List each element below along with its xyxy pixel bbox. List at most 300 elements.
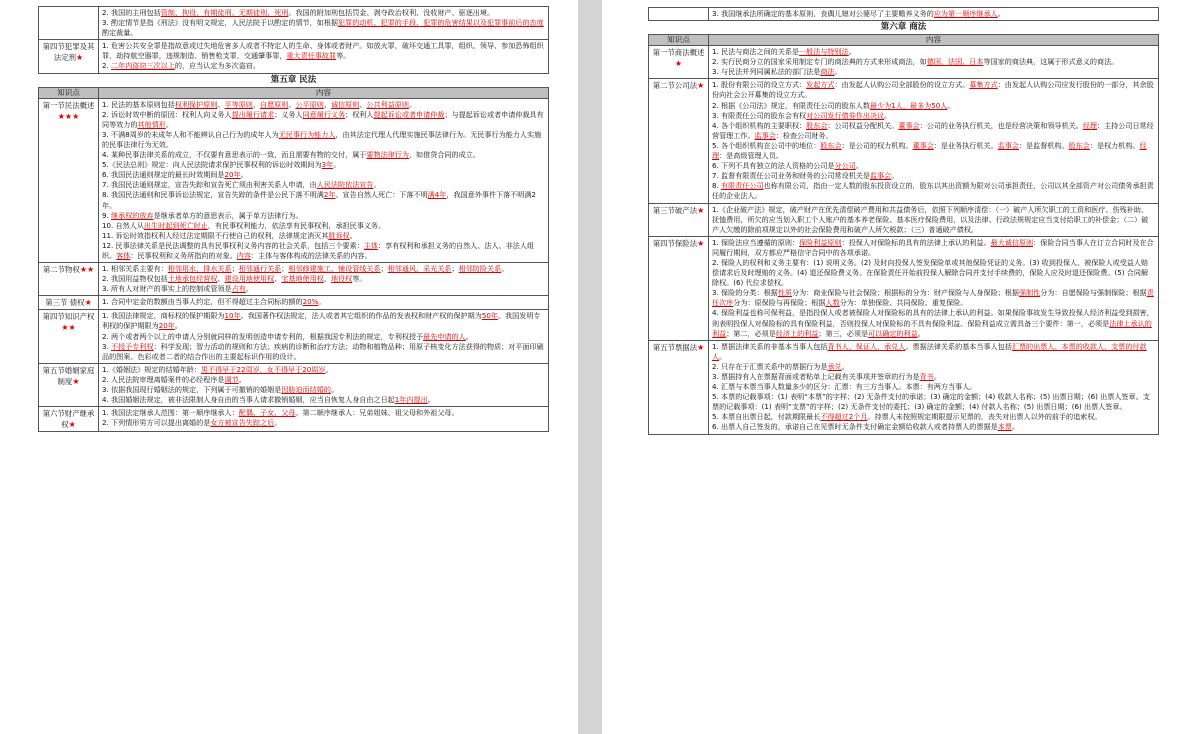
content-text: 。持票人未按照规定期限提示见票的，丧失对出票人以外的前手的追索权。	[867, 412, 1102, 422]
content-text: 5. 各个组织机构在公司中的地位：	[712, 140, 821, 150]
content-line	[712, 238, 1155, 258]
knowledge-row	[649, 236, 1159, 340]
right-tbody	[649, 8, 1159, 435]
content-line	[712, 171, 1155, 181]
content-text: 等。	[336, 51, 351, 61]
content-text: 3. 不满8周岁的未成年人和不能辨认自己行为的成年人为	[102, 129, 279, 139]
key-answer: 犯罪的动机、犯罪的手段、犯罪的危害结果以及犯罪事前后的态度	[338, 18, 544, 28]
section-name: 第一节商法概述	[652, 48, 705, 58]
content-text: ：享有权利和承担义务的自然人、法人、非法人组织。	[102, 240, 535, 260]
content-text: 。	[318, 297, 326, 307]
key-answer: 德国、法国、日本	[926, 57, 984, 67]
key-answer: 背书人、保证人、承兑人	[827, 341, 906, 351]
knowledge-row	[39, 296, 549, 310]
content-line	[102, 365, 545, 375]
content-text: 1. 保险法应当遵循的原则：	[712, 237, 800, 247]
chapter-title-row	[39, 73, 549, 87]
content-text: 。	[245, 284, 253, 294]
content-text: 是继承者单方的意思表示，属于单方法律行为。	[153, 210, 303, 220]
content-line	[102, 274, 545, 284]
key-answer: 自愿原则	[260, 99, 289, 109]
content-text: 分为：原保险与再保险；根据	[733, 298, 826, 308]
content-text: 。宣告自然人死亡：下落不明	[335, 190, 428, 200]
content-text: 3. 与民法并列同属私法的部门法是	[712, 67, 821, 77]
knowledge-row	[39, 40, 549, 73]
key-answer: 最少为1人，最多为50人	[870, 100, 948, 110]
key-answer: 分公司	[834, 161, 856, 171]
content-line	[102, 41, 545, 61]
content-text: ，如借贷合同的成立。	[408, 150, 480, 160]
key-answer: 经济上的利益	[775, 328, 819, 338]
section-name: 第五节票据法	[652, 342, 698, 352]
key-answer: 地役权	[330, 274, 353, 284]
content-cell	[709, 340, 1159, 434]
content-text: 。	[884, 110, 892, 120]
content-text: 。	[373, 180, 381, 190]
key-answer: 募集方式	[969, 80, 998, 90]
content-text: 的，应当认定为多次盗窃。	[174, 61, 260, 71]
content-text: 3.	[102, 341, 112, 351]
content-text: 。	[349, 230, 357, 240]
section-cell	[39, 310, 99, 363]
content-line	[712, 205, 1155, 235]
left-tbody	[39, 7, 549, 432]
content-text: 2. 两个或者两个以上的申请人分别就同样的发明创造申请专利的，根据我国专利法的规定，专利权授予	[102, 331, 424, 341]
key-answer: 宅基地使用权	[281, 274, 324, 284]
content-line	[712, 121, 1155, 141]
knowledge-row	[39, 407, 549, 432]
content-text: 等。	[352, 274, 367, 284]
table-header-row	[39, 87, 549, 98]
key-answer: 发起方式	[806, 80, 835, 90]
section-cell	[39, 407, 99, 432]
content-line	[102, 297, 545, 307]
content-text: 、	[323, 274, 331, 284]
key-answer: 权利保护原则	[174, 99, 218, 109]
key-answer: 管制、拘役、有期徒刑、无期徒刑、死刑	[160, 8, 289, 17]
content-line	[102, 180, 545, 190]
importance-stars: ★	[697, 238, 705, 248]
key-answer: 可以确定的利益	[868, 328, 918, 338]
importance-stars: ★	[674, 59, 683, 69]
content-cell	[709, 203, 1159, 236]
content-text: 。	[855, 161, 863, 171]
content-line	[102, 284, 545, 294]
importance-stars: ★★	[79, 265, 95, 275]
content-text: 。	[891, 171, 899, 181]
law-table-left	[38, 6, 549, 432]
content-text: 。	[848, 47, 856, 57]
content-text: 2. 实行民商分立的国家采用制定专门的商法典的方式来形成商法，如	[712, 57, 927, 67]
knowledge-row	[649, 8, 1159, 21]
content-line	[102, 241, 545, 261]
content-line	[712, 362, 1155, 372]
key-answer: 应为第一顺序继承人	[933, 9, 998, 18]
chapter-title: 第六章 商法	[649, 21, 1159, 35]
content-text: 4. 保险利益也称可保利益，是指投保人或者被保险人对保险标的具有的法律上承认的利益。如果保险事故发生导致投保人经济利益受到损害，则表明投保人对保险标的具有保险利益，否则投保人对保险标的不具有保险利益。保险利益成立需具备三个要件：第一，必须是	[712, 308, 1154, 328]
content-text: ；	[231, 264, 239, 274]
key-answer: 因胁迫而结婚的	[281, 385, 331, 394]
content-text: 12. 民事法律关系是民法调整的具有民事权利义务内容的社会关系，包括三个要素：	[102, 240, 364, 250]
content-text: 1.《婚姻法》规定的结婚年龄：	[102, 364, 201, 374]
key-answer: 平等原则	[224, 99, 253, 109]
content-text: 1. 我国法律规定，商标权的保护期限为	[102, 311, 225, 321]
key-answer: 一般法与特别法	[799, 47, 849, 57]
content-text: 。	[947, 100, 955, 110]
content-line	[102, 332, 545, 342]
key-answer: 相邻通行关系	[238, 264, 282, 274]
importance-stars: ★	[76, 53, 84, 63]
key-answer: 经理	[1082, 120, 1097, 130]
key-answer: 占有	[231, 284, 246, 294]
content-text: 6. 下列不具有独立的法人资格的公司是	[712, 161, 835, 171]
content-text: ：主体与客体构成的法律关系的内容。	[250, 250, 372, 260]
content-line	[102, 395, 545, 405]
content-text: 3. 酌定情节是指《刑法》没有明文规定，人民法院于以酌定的情节，如根据	[102, 18, 339, 28]
content-text: 1. 股份有限公司的设立方式：	[712, 80, 807, 90]
content-text: 3. 有限责任公司的股东会有权	[712, 110, 807, 120]
content-text: 等国家的商法典，这属于形式意义的商法。	[983, 57, 1119, 67]
content-line	[102, 110, 545, 130]
key-answer: 建设用地使用权	[224, 274, 275, 284]
content-line	[712, 308, 1155, 338]
content-line	[712, 57, 1155, 67]
key-answer: 满4年	[427, 190, 447, 200]
knowledge-row	[649, 340, 1159, 434]
content-cell	[99, 40, 549, 73]
section-cell	[649, 340, 709, 434]
content-text: 、	[359, 99, 367, 109]
content-cell	[99, 363, 549, 406]
content-text: 分为：自愿保险与强制保险；根据	[1040, 288, 1147, 298]
content-text: 4. 某种民事法律关系的成立，不仅要有意思表示的一致，而且需要有物的交付，属于	[102, 150, 367, 160]
key-answer: 有限责任公司	[721, 181, 764, 191]
key-answer: 对公司发行债券作出决议	[806, 110, 885, 120]
knowledge-row	[39, 310, 549, 363]
content-text: 。我国著作权法规定，法人或者其它组织的作品的发表权和财产权的保护期为	[240, 311, 482, 321]
knowledge-row	[649, 46, 1159, 79]
content-line	[712, 382, 1155, 392]
key-answer: 汇票的出票人、本票的收款人、支票的付款人	[712, 341, 1147, 361]
content-line	[102, 8, 545, 18]
content-line	[102, 264, 545, 274]
content-text: ：是高级管理人员。	[719, 151, 783, 161]
key-answer: 2年	[323, 190, 336, 200]
key-answer: 20年	[224, 170, 241, 180]
content-text: 。	[174, 321, 182, 331]
section-name: 第二节公司法	[652, 81, 698, 91]
chapter-title: 第五章 民法	[39, 73, 549, 87]
section-cell	[649, 8, 709, 21]
key-answer: 股东会	[1068, 140, 1090, 150]
content-text: 、	[217, 99, 225, 109]
key-answer: 提出履行请求	[231, 109, 275, 119]
importance-stars: ★★	[61, 323, 76, 333]
content-line	[712, 141, 1155, 161]
content-text: 4. 汇票与本票当事人数量多少的区分：汇票：有三方当事人。本票：有两方当事人。	[712, 382, 977, 392]
key-answer: 10年	[224, 311, 241, 321]
content-text: 1.《企业破产法》规定，破产财产在优先清偿破产费用和共益债务后，依照下列顺序清偿：（一）破产人所欠职工的工资和医疗、伤残补助、抚恤费用，所欠的应当划入职工个人账户的基本养老保险、基本医疗保险费用，以及法律、行政法规规定应当支付给职工的补偿金；（二）破产人欠缴的除前项规定以外的社会保险费用和破产人所欠税款；（三）普通破产债权。	[712, 204, 1149, 234]
content-text: ；	[281, 264, 289, 274]
key-answer: 股东会	[820, 140, 842, 150]
key-answer: 商法	[820, 67, 835, 77]
content-text: 2. 人民法院审理离婚案件的必经程序是	[102, 374, 225, 384]
content-text: 10. 自然人从	[102, 220, 144, 230]
key-answer: 20%	[302, 297, 319, 307]
content-cell	[99, 407, 549, 432]
content-text: 酌定裁量。	[102, 28, 138, 38]
content-text: 。	[1011, 422, 1019, 432]
key-answer: 同意履行义务	[302, 109, 346, 119]
content-text: 。我国的附加刑包括罚金、剥夺政治权利、没收财产、驱逐出境。	[288, 8, 495, 17]
content-cell	[99, 98, 549, 263]
key-answer: 调节	[224, 374, 239, 384]
key-answer: 3年	[321, 160, 334, 170]
content-line	[712, 47, 1155, 57]
content-text: ：民事权利和义务所指向的对象。	[130, 250, 237, 260]
key-answer: 主体	[363, 240, 379, 250]
content-text: 、	[274, 274, 282, 284]
section-name: 第三节 债权	[45, 298, 85, 308]
content-text: 、	[323, 99, 331, 109]
content-text: 1. 我国法定继承人范围：第一顺序继承人：	[102, 408, 239, 418]
content-text: 也称有限公司，指由一定人数的股东投资设立的，股东以其出资额为限对公司承担责任，公司以其全部资产对公司债务承担责任的企业法人。	[712, 181, 1154, 201]
content-line	[102, 342, 545, 362]
content-line	[102, 100, 545, 110]
key-answer: 背书	[919, 372, 934, 381]
key-answer: 公平原则	[295, 99, 324, 109]
content-text: 。	[997, 9, 1005, 18]
content-text: 3. 保险的分类：根据	[712, 288, 778, 298]
content-line	[102, 190, 545, 210]
key-answer: 相邻修建施工、铺设管线关系	[288, 264, 381, 274]
section-cell	[649, 203, 709, 236]
content-text: ：公司权益分配机关。	[827, 120, 899, 130]
content-line	[712, 422, 1155, 432]
knowledge-row	[39, 98, 549, 263]
importance-stars: ★	[84, 298, 92, 308]
section-cell	[649, 79, 709, 203]
key-answer: 最大诚信原则	[990, 237, 1034, 247]
key-answer: 女方被宣告失踪之后	[210, 418, 275, 428]
section-name: 第五节婚姻家庭制度	[42, 365, 95, 386]
content-text: 。第二顺序继承人：兄弟姐妹、祖父母和外祖父母。	[295, 408, 459, 418]
key-answer: 不得超过2个月	[820, 412, 868, 422]
key-answer: 其他情形	[137, 119, 166, 129]
content-line	[712, 342, 1155, 362]
content-text: 6. 我国民法通则规定的最长时效期间是	[102, 170, 225, 180]
section-name: 第四节犯罪及其法定刑	[42, 42, 95, 63]
content-line	[102, 231, 545, 241]
key-answer: 相邻用水、排水关系	[167, 264, 232, 274]
content-line	[102, 385, 545, 395]
document-page-right	[602, 0, 1180, 734]
section-name: 第一节民法概述	[42, 100, 95, 110]
document-page-left	[0, 0, 578, 734]
key-answer: 本票	[997, 422, 1012, 432]
content-text: ：投保人对保险标的具有的法律上承认的利益。	[841, 237, 991, 247]
section-cell	[649, 236, 709, 340]
content-text: 。	[274, 418, 282, 428]
section-cell	[39, 40, 99, 73]
importance-stars: ★	[697, 205, 705, 215]
content-line	[712, 258, 1155, 288]
key-answer: 提起诉讼或者申请仲裁	[373, 109, 445, 119]
content-text: 11. 诉讼时效指权利人经过法定期限不行使自己的权利，法律规定消灭其	[102, 230, 329, 240]
content-text: ；第三，必须是	[818, 328, 869, 338]
content-text: 3. 票据持有人在票据背面或者粘单上记载有关事项并签章的行为是	[712, 372, 920, 381]
key-answer: 经理	[712, 140, 1147, 161]
content-text: 、	[217, 274, 225, 284]
key-answer: 监事会	[997, 140, 1019, 150]
importance-stars: ★	[68, 420, 76, 430]
content-text: 1. 票据法律关系的非基本当事人包括	[712, 341, 828, 351]
content-line	[712, 111, 1155, 121]
section-cell	[649, 46, 709, 79]
content-line	[102, 375, 545, 385]
content-text: 1. 相邻关系主要有：	[102, 264, 168, 274]
content-text: ；第二，必须是	[726, 328, 776, 338]
content-text: 4. 我国婚姻法规定，被非法限制人身自由的当事人请求撤销婚姻，应当自恢复人身自由之日起	[102, 395, 395, 405]
section-name: 第四节知识产权	[42, 312, 95, 322]
content-line	[102, 130, 545, 150]
importance-stars: ★	[72, 376, 80, 386]
table-header-row	[649, 35, 1159, 46]
content-text: 。	[333, 160, 341, 170]
header-knowledge-point: 知识点	[649, 35, 709, 46]
content-cell	[99, 310, 549, 363]
content-text: 1. 合同中定金的数额由当事人约定，但不得超过主合同标的额的	[102, 297, 303, 307]
content-text: 。	[165, 119, 173, 129]
key-answer: 继承权的放弃	[111, 210, 154, 220]
key-answer: 胜诉权	[328, 230, 350, 240]
content-cell	[709, 8, 1159, 21]
content-text: 。	[501, 264, 509, 274]
content-text: 。	[330, 385, 339, 394]
key-answer: 1年内提出	[394, 395, 428, 405]
content-line	[712, 392, 1155, 412]
content-line	[712, 288, 1155, 308]
content-text: 。	[427, 395, 435, 405]
importance-stars: ★	[697, 81, 705, 91]
content-line	[102, 150, 545, 160]
content-line	[712, 181, 1155, 201]
content-text: 1. 民法的基本原则包括	[102, 99, 175, 109]
content-text: 1. 危害公共安全罪是指故意或过失地危害多人或者不特定人的生命、身体或者财产。如放火罪，破坏交通工具罪，组织、领导、参加恐怖组织罪，劫持航空器罪，违规制造、销售枪支罪，交通肇事罪，	[102, 41, 544, 61]
content-line	[102, 211, 545, 221]
key-answer: 性质	[777, 288, 792, 298]
key-answer: 50年	[481, 311, 498, 321]
content-text: 3. 依据我国现行婚姻法的规定，下列属于可撤销的婚姻是	[102, 385, 282, 394]
content-text: 4. 各个组织机构的主要职权：	[712, 120, 807, 130]
content-text: 2. 保险人的权利和义务主要有：(1) 说明义务。(2) 及时向投保人签发保险单或其他保险凭证的义务。(3) 收到投保人、被保险人或受益人赔偿请求后及时理赔的义务。(4) 退还保险费义务。在保险责任开始前投保人解除合同并支付手续费的，保险人应及时退还保险费。(5) 合同解除权。(6) 代位求偿权。	[712, 257, 1149, 288]
content-text: ：保险合同当事人在订立合同时及在合同履行期间，双方都应严格信守合同中的各项承诺。	[712, 237, 1154, 257]
content-cell	[709, 46, 1159, 79]
content-line	[102, 221, 545, 231]
importance-stars: ★	[697, 342, 705, 352]
content-text: ：公司的业务执行机关，也是经营决策和领导机关。	[919, 120, 1083, 130]
content-text: ：由发起人认购公司应发行股份的一部分，其余股份向社会公开募集的设立方式。	[712, 80, 1154, 100]
content-text: ；	[451, 264, 459, 274]
content-text: 3. 我国继承法所确定的基本原则，丧偶儿媳对公婆尽了主要赡养义务的	[712, 9, 934, 18]
content-text: ：是业务执行机关。	[933, 140, 998, 150]
content-text: ；义务人	[274, 109, 303, 119]
key-answer: 公共利益原则	[366, 99, 409, 109]
content-line	[102, 418, 545, 428]
content-text: 。我国发明专利权的保护期限为	[102, 311, 541, 331]
content-text: 2. 只存在于汇票关系中的票据行为是	[712, 361, 828, 371]
content-text: ；权利人	[345, 109, 374, 119]
content-text: ：是权力机构。	[1089, 140, 1140, 150]
content-text: 分为：单独保险、共同保险、重复保险。	[839, 298, 968, 308]
content-text: 2.	[102, 61, 112, 71]
key-answer: 承兑	[827, 361, 842, 371]
section-cell	[39, 263, 99, 296]
content-text: 5.《民法总则》规定：向人民法院请求保护民事权利的诉讼时效期间为	[102, 160, 322, 170]
content-line	[712, 80, 1155, 100]
content-text: ：是公司的权力机构。	[841, 140, 913, 150]
content-line	[102, 18, 545, 38]
knowledge-row	[649, 203, 1159, 236]
content-text: 、	[252, 99, 260, 109]
content-text: 。	[917, 328, 925, 338]
content-text: ：科学发现；智力活动的规则和方法；疾病的诊断和治疗方法；动物和植物品种；用原子核变化方法获得的物质；对平面印刷品的图案、色彩或者二者的结合作出的主要起标识作用的设计。	[102, 341, 544, 361]
content-text: 7. 监督有限责任公司业务和财务的公司常设机关是	[712, 171, 870, 181]
content-text: 9.	[102, 210, 112, 220]
knowledge-row	[39, 363, 549, 406]
key-answer: 股东会	[806, 120, 828, 130]
key-answer: 20年	[158, 321, 175, 331]
key-answer: 诚信原则	[330, 99, 360, 109]
key-answer: 不授予专利权	[111, 341, 154, 351]
key-answer: 重大责任事故罪	[286, 51, 337, 61]
content-text: 2. 我国的主刑包括	[102, 8, 161, 17]
content-text: ：主持公司日常经营管理工作。	[712, 120, 1154, 140]
content-line	[712, 412, 1155, 422]
content-text: 7. 我国民法通则规定，宣告失踪和宣告死亡须由利害关系人申请，由	[102, 180, 317, 190]
law-table-right	[648, 7, 1159, 435]
content-text: 。	[238, 374, 246, 384]
key-answer: 二年内盗窃三次以上	[111, 61, 175, 71]
content-text: 分为：商业保险与社会保险；根据标的分为：财产保险与人身保险；根据	[791, 288, 1019, 298]
key-answer: 法律上承认的利益	[712, 318, 1152, 338]
header-knowledge-point: 知识点	[39, 87, 99, 98]
content-text: 。	[719, 351, 727, 361]
content-line	[712, 67, 1155, 77]
content-text: ，由其法定代理人代理实施民事法律行为。无民事行为能力人实施的民事法律行为无效。	[102, 129, 542, 149]
key-answer: 土地承包经营权	[167, 274, 218, 284]
content-text: 2. 我国用益物权包括	[102, 274, 168, 284]
content-cell	[709, 236, 1159, 340]
content-text: 。	[465, 331, 473, 341]
content-text: ；与提起诉讼或者申请仲裁具有同等效力的	[102, 109, 544, 129]
content-text: ，我国意外事件下落不明满2年。	[102, 190, 537, 210]
section-name: 第四节保险法	[652, 238, 698, 248]
content-text: 5. 本票自出票日起，付款期限最长	[712, 412, 821, 422]
content-text: 8. 我国民法通则和民事诉讼法规定，宣告失踪的条件是公民下落不明满	[102, 190, 324, 200]
content-text: 2. 根据《公司法》规定，有限责任公司的股东人数	[712, 100, 870, 110]
key-answer: 相邻通风、采光关系	[387, 264, 452, 274]
content-text: ，有民事权利能力，依法享有民事权利，承担民事义务。	[207, 220, 386, 230]
knowledge-row	[649, 79, 1159, 203]
knowledge-row	[39, 263, 549, 296]
content-text: 。	[834, 67, 842, 77]
section-cell	[39, 98, 99, 263]
key-answer: 董事会	[898, 120, 920, 130]
section-name: 第三节破产法	[652, 205, 698, 215]
key-answer: 强制性	[1018, 288, 1041, 298]
content-text: 。票据法律关系的基本当事人包括	[905, 341, 1012, 351]
